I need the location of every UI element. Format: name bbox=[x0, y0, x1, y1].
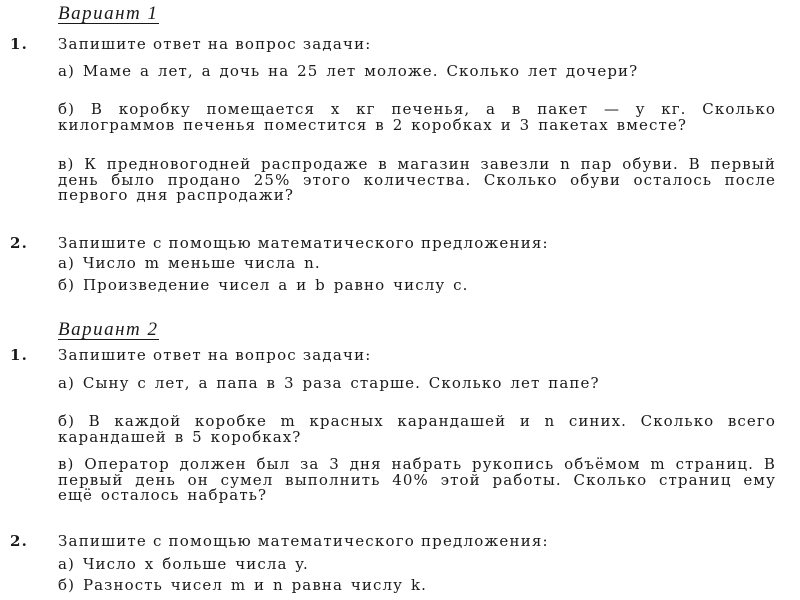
variant-1-task-1 bbox=[10, 36, 778, 53]
task-prompt: Запишите с помощью математического предложения: bbox=[58, 532, 549, 550]
v2-task1-item-b: б) В каждой коробке m красных карандашей и n синих. Сколько всего карандашей в 5 коробках? bbox=[58, 412, 776, 446]
v2-task2-item-a: а) Число x больше числа y. bbox=[58, 555, 309, 573]
variant-2-title: Вариант 2 bbox=[58, 319, 159, 340]
v2-task1-item-a: а) Сыну c лет, а папа в 3 раза старше. Сколько лет папе? bbox=[58, 374, 600, 392]
v1-task1-item-c: в) К предновогодней распродаже в магазин завезли n пар обуви. В первый день было продано 25% этого количества. Сколько обуви осталось после первого дня распродажи? bbox=[58, 155, 776, 204]
task-number: 2. bbox=[10, 532, 29, 550]
task-prompt: Запишите ответ на вопрос задачи: bbox=[58, 35, 372, 53]
v2-task1-item-c: в) Оператор должен был за 3 дня набрать рукопись объёмом m страниц. В первый день он сумел выполнить 40% этой работы. Сколько страниц ему ещё осталось набрать? bbox=[58, 455, 776, 504]
variant-2-task-1 bbox=[10, 347, 778, 364]
task-number: 1. bbox=[10, 35, 29, 53]
task-number: 2. bbox=[10, 234, 29, 252]
variant-2-task-2 bbox=[10, 533, 778, 550]
v2-task2-item-b: б) Разность чисел m и n равна числу k. bbox=[58, 576, 427, 594]
variant-1-task-2 bbox=[10, 235, 778, 252]
v1-task1-item-b: б) В коробку помещается x кг печенья, а в пакет — y кг. Сколько килограммов печенья поместится в 2 коробках и 3 пакетах вместе? bbox=[58, 100, 776, 134]
task-prompt: Запишите ответ на вопрос задачи: bbox=[58, 346, 372, 364]
v1-task2-item-b: б) Произведение чисел a и b равно числу c. bbox=[58, 276, 469, 294]
v1-task1-item-a: а) Маме a лет, а дочь на 25 лет моложе. Сколько лет дочери? bbox=[58, 62, 639, 80]
variant-1-title: Вариант 1 bbox=[58, 3, 159, 24]
task-number: 1. bbox=[10, 346, 29, 364]
v1-task2-item-a: а) Число m меньше числа n. bbox=[58, 254, 321, 272]
task-prompt: Запишите с помощью математического предложения: bbox=[58, 234, 549, 252]
